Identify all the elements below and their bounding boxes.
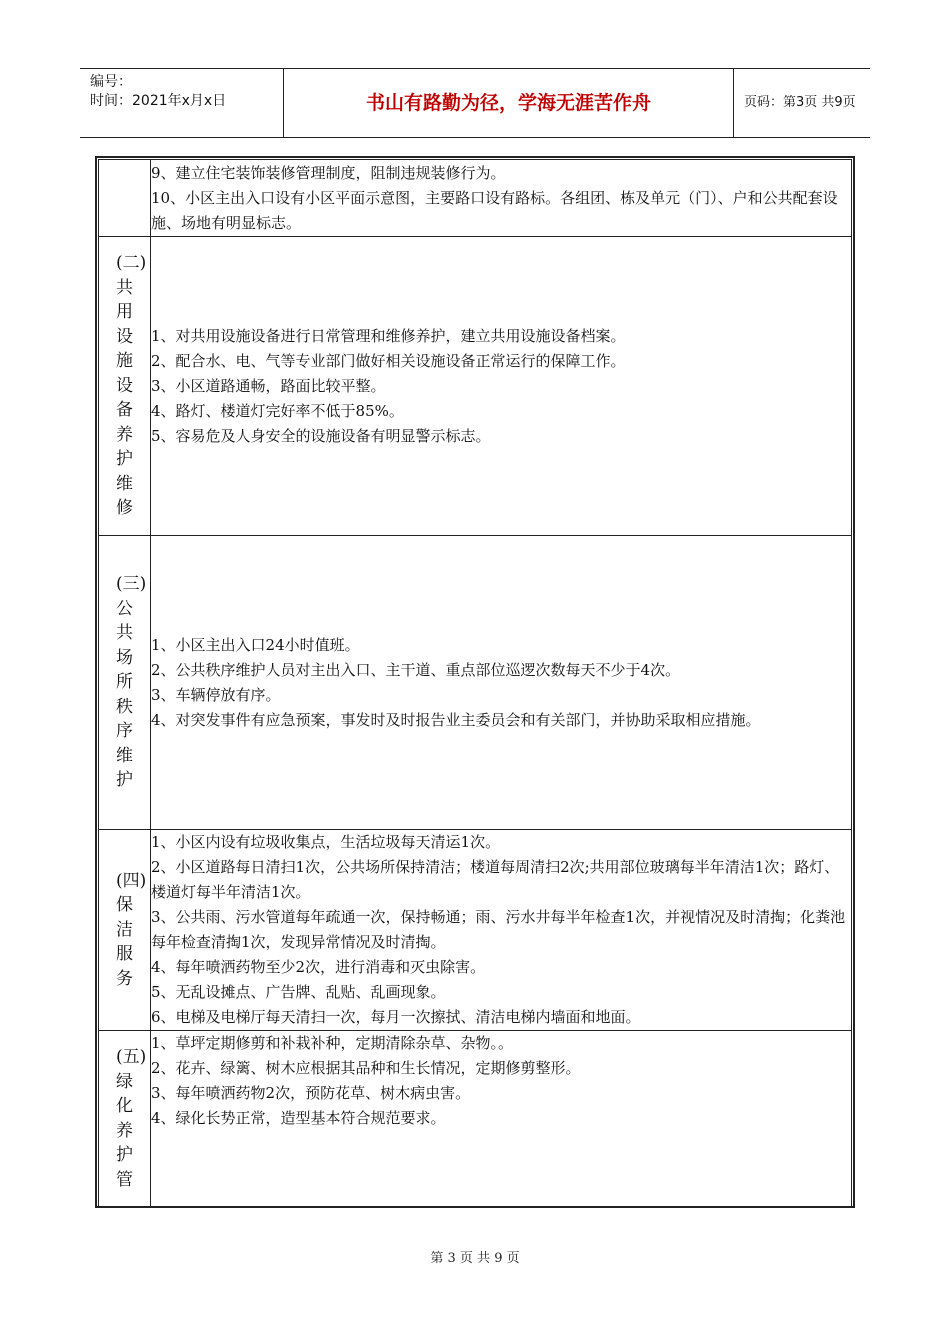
content-line: 3、每年喷洒药物2次，预防花草、树木病虫害。 [151, 1084, 471, 1102]
document-number-label: 编号： [90, 74, 132, 90]
content-line: 1、小区主出入口24小时值班。 [151, 635, 360, 654]
content-line: 2、小区道路每日清扫1次，公共场所保持清洁；楼道每周清扫2次;共用部位玻璃每半年清洁1次；路灯、楼道灯每半年清洁1次。 [151, 858, 840, 901]
table-row [99, 830, 852, 1031]
section-content [151, 536, 852, 830]
content-line: 2、配合水、电、气等专业部门做好相关设施设备正常运行的保障工作。 [151, 351, 626, 370]
table-row [99, 1031, 852, 1207]
content-line: 6、电梯及电梯厅每天清扫一次，每月一次擦拭、清洁电梯内墙面和地面。 [151, 1008, 641, 1026]
content-line: 4、对突发事件有应急预案，事发时及时报告业主委员会和有关部门，并协助采取相应措施。 [151, 710, 761, 729]
content-line: 4、路灯、楼道灯完好率不低于85%。 [151, 401, 404, 420]
section-label [99, 237, 151, 536]
page-header [80, 68, 870, 138]
content-line: 3、公共雨、污水管道每年疏通一次，保持畅通；雨、污水井每半年检查1次，并视情况及时清掏；化粪池每年检查清掏1次，发现异常情况及时清掏。 [151, 908, 846, 951]
content-line: 10、小区主出入口设有小区平面示意图，主要路口设有路标。各组团、栋及单元（门）、户和公共配套设施、场地有明显标志。 [151, 189, 838, 232]
section-label-text: (二)共用设施设备养护维修 [116, 253, 147, 519]
standards-table [98, 159, 852, 1207]
content-line: 2、公共秩序维护人员对主出入口、主干道、重点部位巡逻次数每天不少于4次。 [151, 660, 681, 679]
section-label [99, 160, 151, 237]
header-page-number: 页码：第3页 共9页 [744, 95, 856, 110]
content-line: 4、每年喷洒药物至少2次，进行消毒和灭虫除害。 [151, 958, 486, 976]
content-line: 5、容易危及人身安全的设施设备有明显警示标志。 [151, 426, 491, 445]
table-row [99, 536, 852, 830]
section-content [151, 160, 852, 237]
content-line: 5、无乱设摊点、广告牌、乱贴、乱画现象。 [151, 983, 446, 1001]
content-line: 2、花卉、绿篱、树木应根据其品种和生长情况，定期修剪整形。 [151, 1059, 581, 1077]
content-line: 1、对共用设施设备进行日常管理和维修养护，建立共用设施设备档案。 [151, 326, 626, 345]
content-line: 1、小区内设有垃圾收集点，生活垃圾每天清运1次。 [151, 833, 501, 851]
table-row [99, 160, 852, 237]
content-line: 3、车辆停放有序。 [151, 685, 281, 704]
document-time-label: 时间：2021年x月x日 [90, 93, 227, 109]
section-content [151, 1031, 852, 1207]
content-line: 3、小区道路通畅，路面比较平整。 [151, 376, 386, 395]
section-label-text: (四) 保洁 服务 [116, 870, 147, 989]
table-row [99, 237, 852, 536]
section-label-text: (三)公共场所 秩序 维护 [116, 574, 147, 791]
section-label [99, 536, 151, 830]
section-content [151, 830, 852, 1031]
section-label [99, 830, 151, 1031]
content-line: 1、草坪定期修剪和补栽补种，定期清除杂草、杂物。。 [151, 1034, 514, 1052]
content-line: 4、绿化长势正常，造型基本符合规范要求。 [151, 1109, 446, 1127]
header-meta [80, 69, 283, 137]
page-footer: 第 3 页 共 9 页 [430, 1251, 520, 1266]
section-content [151, 237, 852, 536]
header-motto: 书山有路勤为径，学海无涯苦作舟 [283, 69, 734, 137]
section-label-text: (五)绿化养护管 [116, 1047, 147, 1190]
content-line: 9、建立住宅装饰装修管理制度，阻制违规装修行为。 [151, 164, 506, 182]
section-label [99, 1031, 151, 1207]
